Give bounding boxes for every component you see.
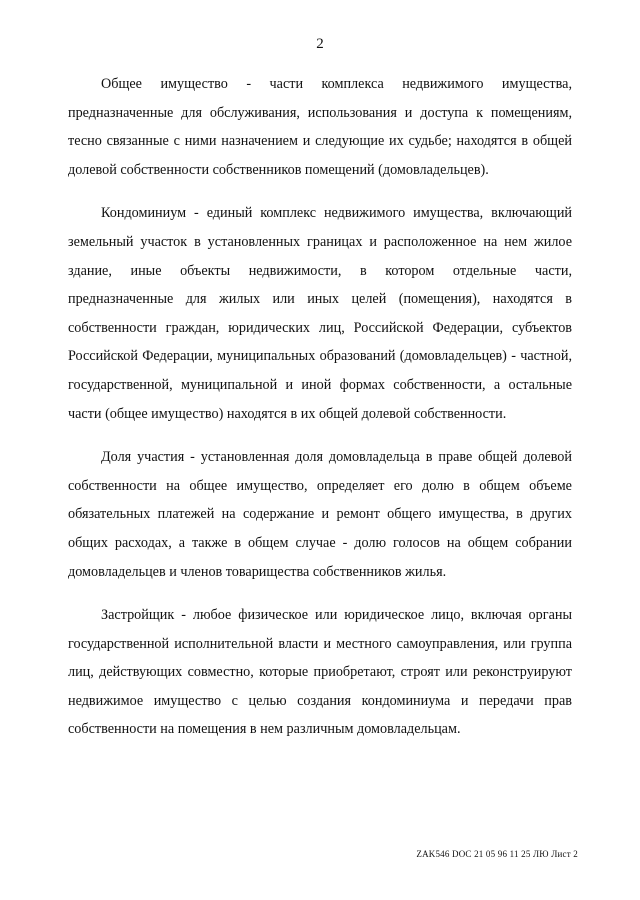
paragraph-developer: Застройщик - любое физическое или юридическое лицо, включая органы государственной исполнительной власти и местного самоуправления, или группа лиц, действующих совместно, которые приобретают, строят или реконструируют недвижимое имущество с целью создания кондоминиума и передачи прав собственности на помещения в нем различным домовладельцам. bbox=[68, 607, 572, 738]
paragraph-share-of-participation: Доля участия - установленная доля домовладельца в праве общей долевой собственности на общее имущество, определяет его долю в общем объеме обязательных платежей на содержание и ремонт общего имущества, в других общих расходах, а также в общем случае - долю голосов на общем собрании домовладельцев и членов товарищества собственников жилья. bbox=[68, 449, 572, 580]
document-footer: ZAK546 DOC 21 05 96 11 25 ЛЮ Лист 2 bbox=[416, 849, 578, 859]
paragraph-common-property: Общее имущество - части комплекса недвижимого имущества, предназначенные для обслуживания, использования и доступа к помещениям, тесно связанные с ними назначением и следующие их судьбе; находятся в общей долевой собственности собственников помещений (домовладельцев). bbox=[68, 76, 572, 178]
page-number: 2 bbox=[316, 36, 324, 52]
document-body bbox=[68, 70, 572, 759]
paragraph-condominium: Кондоминиум - единый комплекс недвижимого имущества, включающий земельный участок в установленных границах и расположенное на нем жилое здание, иные объекты недвижимости, в котором отдельные части, предназначенные для жилых или иных целей (помещения), находятся в собственности граждан, юридических лиц, Российской Федерации, субъектов Российской Федерации, муниципальных образований (домовладельцев) - частной, государственной, муниципальной и иной формах собственности, а остальные части (общее имущество) находятся в их общей долевой собственности. bbox=[68, 205, 572, 422]
